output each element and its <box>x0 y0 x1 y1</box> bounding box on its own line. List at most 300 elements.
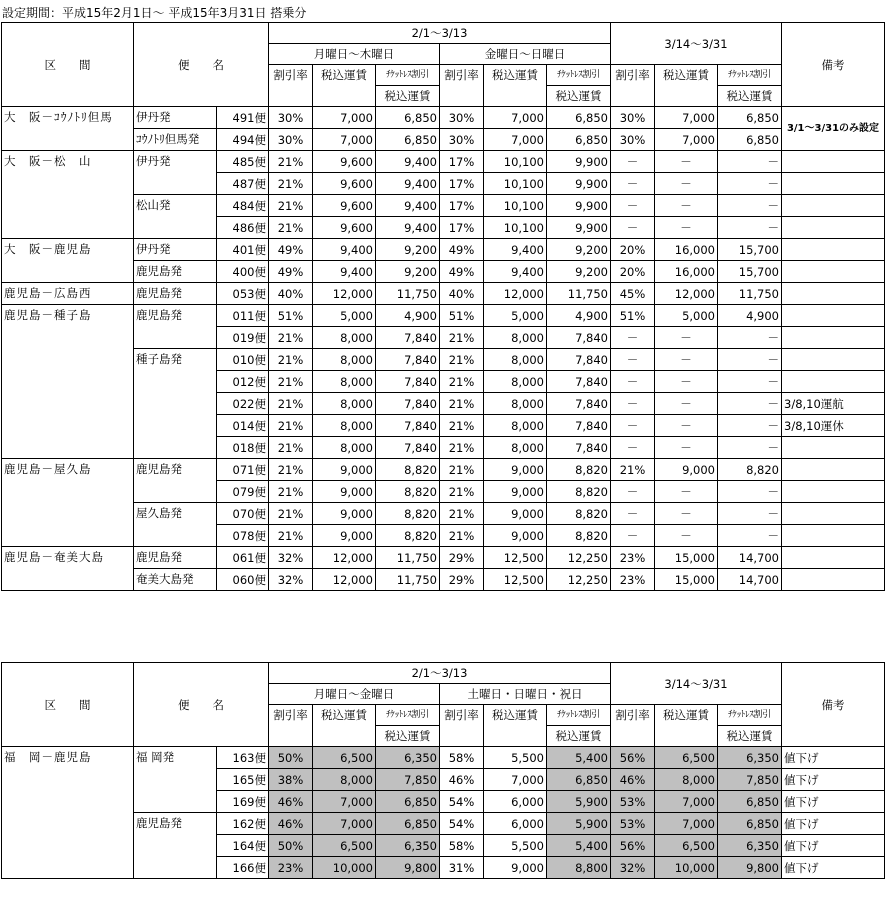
discount-rate: 23% <box>611 569 655 591</box>
header-remarks: 備考 <box>782 663 885 747</box>
discount-rate: 53% <box>611 791 655 813</box>
discount-rate: 21% <box>269 481 313 503</box>
ticketless-fare-value: 9,400 <box>376 151 440 173</box>
ticketless-fare-value: 8,820 <box>547 525 611 547</box>
remarks-cell: 値下げ <box>782 769 885 791</box>
header-ticketless-fare: 税込運賃 <box>376 86 440 107</box>
ticketless-fare-value: 15,700 <box>718 261 782 283</box>
discount-rate: 17% <box>440 173 484 195</box>
origin-cell: 屋久島発 <box>134 503 217 547</box>
fare-table-1 <box>1 22 885 591</box>
ticketless-fare-value: － <box>718 217 782 239</box>
ticketless-fare-value: 6,850 <box>376 129 440 151</box>
header-flight: 便 名 <box>134 23 269 107</box>
header-ticketless: ﾁｹｯﾄﾚｽ割引 <box>376 705 440 726</box>
discount-rate: 21% <box>440 371 484 393</box>
discount-rate: 21% <box>440 459 484 481</box>
ticketless-fare-value: 11,750 <box>376 547 440 569</box>
remarks-cell <box>782 525 885 547</box>
fare-value: 16,000 <box>655 239 718 261</box>
ticketless-fare-value: 8,800 <box>547 857 611 879</box>
remarks-cell <box>782 239 885 261</box>
ticketless-fare-value: 6,850 <box>718 813 782 835</box>
header-rate: 割引率 <box>269 705 313 747</box>
flight-number: 494便 <box>217 129 269 151</box>
fare-value: 10,100 <box>484 173 547 195</box>
ticketless-fare-value: 9,400 <box>376 173 440 195</box>
discount-rate: 20% <box>611 239 655 261</box>
header-rate: 割引率 <box>440 65 484 107</box>
fare-value: 8,000 <box>484 327 547 349</box>
fare-value: － <box>655 481 718 503</box>
fare-value: 8,000 <box>313 327 376 349</box>
fare-value: 9,000 <box>484 459 547 481</box>
ticketless-fare-value: 12,250 <box>547 547 611 569</box>
ticketless-fare-value: 6,350 <box>718 747 782 769</box>
discount-rate: 17% <box>440 217 484 239</box>
discount-rate: 21% <box>269 525 313 547</box>
discount-rate: － <box>611 327 655 349</box>
discount-rate: 58% <box>440 747 484 769</box>
ticketless-fare-value: 11,750 <box>718 283 782 305</box>
origin-cell: ｺｳﾉﾄﾘ但馬発 <box>134 129 217 151</box>
flight-number: 010便 <box>217 349 269 371</box>
fare-value: 5,000 <box>313 305 376 327</box>
fare-value: 7,000 <box>655 813 718 835</box>
ticketless-fare-value: 15,700 <box>718 239 782 261</box>
fare-value: － <box>655 371 718 393</box>
fare-value: 8,000 <box>313 415 376 437</box>
fare-value: 8,000 <box>484 349 547 371</box>
ticketless-fare-value: － <box>718 327 782 349</box>
route-cell: 鹿児島－奄美大島 <box>2 547 134 591</box>
table-row <box>2 239 885 261</box>
flight-number: 018便 <box>217 437 269 459</box>
ticketless-fare-value: 5,900 <box>547 791 611 813</box>
fare-value: 9,000 <box>484 503 547 525</box>
discount-rate: 32% <box>611 857 655 879</box>
remarks-cell <box>782 261 885 283</box>
discount-rate: 21% <box>269 217 313 239</box>
fare-value: 12,000 <box>313 569 376 591</box>
discount-rate: 58% <box>440 835 484 857</box>
header-ticketless: ﾁｹｯﾄﾚｽ割引 <box>547 65 611 86</box>
ticketless-fare-value: 4,900 <box>547 305 611 327</box>
fare-value: 7,000 <box>655 129 718 151</box>
fare-value: 6,500 <box>313 747 376 769</box>
fare-value: 8,000 <box>484 393 547 415</box>
origin-cell: 松山発 <box>134 195 217 239</box>
remarks-cell <box>782 173 885 195</box>
header-period-b: 3/14～3/31 <box>611 663 782 705</box>
remarks-cell <box>782 547 885 569</box>
flight-number: 014便 <box>217 415 269 437</box>
fare-value: － <box>655 525 718 547</box>
fare-value: 9,000 <box>655 459 718 481</box>
origin-cell: 種子島発 <box>134 349 217 459</box>
ticketless-fare-value: 6,850 <box>718 129 782 151</box>
flight-number: 400便 <box>217 261 269 283</box>
remarks-cell: 値下げ <box>782 791 885 813</box>
discount-rate: 51% <box>269 305 313 327</box>
ticketless-fare-value: 8,820 <box>376 459 440 481</box>
ticketless-fare-value: 5,400 <box>547 747 611 769</box>
fare-value: 7,000 <box>484 129 547 151</box>
route-cell: 大 阪－鹿児島 <box>2 239 134 283</box>
table-row <box>2 569 885 591</box>
route-cell: 鹿児島－広島西 <box>2 283 134 305</box>
ticketless-fare-value: 9,900 <box>547 151 611 173</box>
flight-number: 165便 <box>217 769 269 791</box>
discount-rate: 21% <box>269 437 313 459</box>
ticketless-fare-value: 7,840 <box>376 349 440 371</box>
fare-value: 9,600 <box>313 151 376 173</box>
discount-rate: 21% <box>440 393 484 415</box>
discount-rate: 30% <box>440 107 484 129</box>
ticketless-fare-value: 7,840 <box>547 327 611 349</box>
discount-rate: 46% <box>269 813 313 835</box>
discount-rate: 21% <box>269 151 313 173</box>
fare-value: 8,000 <box>313 349 376 371</box>
discount-rate: 49% <box>440 261 484 283</box>
ticketless-fare-value: 8,820 <box>547 459 611 481</box>
ticketless-fare-value: 9,800 <box>376 857 440 879</box>
ticketless-fare-value: 9,900 <box>547 173 611 195</box>
ticketless-fare-value: － <box>718 437 782 459</box>
discount-rate: 54% <box>440 791 484 813</box>
discount-rate: 40% <box>440 283 484 305</box>
flight-number: 053便 <box>217 283 269 305</box>
header-period-b: 3/14～3/31 <box>611 23 782 65</box>
discount-rate: 51% <box>611 305 655 327</box>
origin-cell: 鹿児島発 <box>134 813 217 879</box>
fare-value: － <box>655 415 718 437</box>
route-cell: 大 阪－ｺｳﾉﾄﾘ但馬 <box>2 107 134 151</box>
ticketless-fare-value: 6,850 <box>718 107 782 129</box>
fare-value: 7,000 <box>655 107 718 129</box>
discount-rate: 56% <box>611 747 655 769</box>
fare-value: 6,000 <box>484 791 547 813</box>
discount-rate: 32% <box>269 547 313 569</box>
remarks-cell <box>782 195 885 217</box>
fare-value: 12,500 <box>484 547 547 569</box>
fare-value: － <box>655 217 718 239</box>
discount-rate: 31% <box>440 857 484 879</box>
ticketless-fare-value: 8,820 <box>547 503 611 525</box>
fare-value: 9,000 <box>484 525 547 547</box>
header-period-a: 2/1～3/13 <box>269 663 611 684</box>
discount-rate: 21% <box>611 459 655 481</box>
fare-value: － <box>655 151 718 173</box>
table-row <box>2 261 885 283</box>
header-rate: 割引率 <box>440 705 484 747</box>
fare-value: 15,000 <box>655 547 718 569</box>
flight-number: 485便 <box>217 151 269 173</box>
remarks-cell <box>782 217 885 239</box>
header-days-b: 金曜日～日曜日 <box>440 44 611 65</box>
remarks-cell <box>782 503 885 525</box>
fare-value: 7,000 <box>484 107 547 129</box>
fare-value: 9,000 <box>313 459 376 481</box>
remarks-cell <box>782 327 885 349</box>
ticketless-fare-value: 9,200 <box>376 261 440 283</box>
fare-value: 10,100 <box>484 217 547 239</box>
fare-value: 8,000 <box>313 393 376 415</box>
remarks-cell: 値下げ <box>782 835 885 857</box>
discount-rate: － <box>611 349 655 371</box>
table-row <box>2 459 885 481</box>
discount-rate: 21% <box>269 415 313 437</box>
remarks-cell <box>782 459 885 481</box>
ticketless-fare-value: 5,900 <box>547 813 611 835</box>
fare-table-2 <box>1 662 885 879</box>
remarks-cell: 値下げ <box>782 747 885 769</box>
ticketless-fare-value: 9,200 <box>376 239 440 261</box>
header-ticketless-fare: 税込運賃 <box>718 726 782 747</box>
ticketless-fare-value: 7,840 <box>547 437 611 459</box>
remarks-cell <box>782 283 885 305</box>
ticketless-fare-value: － <box>718 195 782 217</box>
ticketless-fare-value: 6,350 <box>376 747 440 769</box>
discount-rate: 50% <box>269 835 313 857</box>
ticketless-fare-value: 7,840 <box>376 437 440 459</box>
fare-value: 8,000 <box>313 769 376 791</box>
discount-rate: 38% <box>269 769 313 791</box>
discount-rate: 49% <box>269 239 313 261</box>
fare-value: － <box>655 349 718 371</box>
discount-rate: 21% <box>269 459 313 481</box>
fare-value: 8,000 <box>655 769 718 791</box>
discount-rate: 21% <box>440 415 484 437</box>
fare-value: 9,600 <box>313 195 376 217</box>
discount-rate: 21% <box>269 173 313 195</box>
remarks-cell <box>782 151 885 173</box>
flight-number: 022便 <box>217 393 269 415</box>
discount-rate: － <box>611 481 655 503</box>
fare-value: 12,000 <box>313 283 376 305</box>
table-row <box>2 503 885 525</box>
discount-rate: 30% <box>269 107 313 129</box>
table-row <box>2 305 885 327</box>
fare-value: 9,400 <box>484 239 547 261</box>
header-fare: 税込運賃 <box>655 65 718 107</box>
remarks-cell <box>782 437 885 459</box>
discount-rate: 46% <box>269 791 313 813</box>
discount-rate: 21% <box>269 327 313 349</box>
flight-number: 162便 <box>217 813 269 835</box>
remarks-cell: 3/8,10運航 <box>782 393 885 415</box>
table-row <box>2 129 885 151</box>
discount-rate: 23% <box>269 857 313 879</box>
discount-rate: 46% <box>440 769 484 791</box>
fare-value: 9,600 <box>313 173 376 195</box>
remarks-cell <box>782 349 885 371</box>
flight-number: 060便 <box>217 569 269 591</box>
fare-value: 12,000 <box>655 283 718 305</box>
header-remarks: 備考 <box>782 23 885 107</box>
fare-value: 9,600 <box>313 217 376 239</box>
fare-value: 8,000 <box>484 415 547 437</box>
ticketless-fare-value: － <box>718 415 782 437</box>
ticketless-fare-value: 6,850 <box>376 791 440 813</box>
remarks-cell <box>782 569 885 591</box>
route-cell: 鹿児島－屋久島 <box>2 459 134 547</box>
fare-value: 9,400 <box>313 239 376 261</box>
discount-rate: － <box>611 217 655 239</box>
fare-value: 9,000 <box>484 857 547 879</box>
flight-number: 491便 <box>217 107 269 129</box>
setting-period: 設定期間：平成15年2月1日～ 平成15年3月31日 搭乗分 <box>2 6 307 20</box>
ticketless-fare-value: － <box>718 371 782 393</box>
fare-value: 10,000 <box>655 857 718 879</box>
remarks-cell <box>782 481 885 503</box>
ticketless-fare-value: 9,200 <box>547 261 611 283</box>
fare-value: 9,400 <box>313 261 376 283</box>
discount-rate: 21% <box>440 481 484 503</box>
discount-rate: 21% <box>269 349 313 371</box>
origin-cell: 鹿児島発 <box>134 547 217 569</box>
discount-rate: 21% <box>269 371 313 393</box>
header-ticketless: ﾁｹｯﾄﾚｽ割引 <box>718 705 782 726</box>
header-ticketless: ﾁｹｯﾄﾚｽ割引 <box>718 65 782 86</box>
fare-value: 10,000 <box>313 857 376 879</box>
table-row <box>2 151 885 173</box>
header-fare: 税込運賃 <box>313 65 376 107</box>
remarks-cell: 値下げ <box>782 857 885 879</box>
fare-value: 6,500 <box>655 747 718 769</box>
fare-value: 12,500 <box>484 569 547 591</box>
ticketless-fare-value: 9,400 <box>376 195 440 217</box>
route-cell: 大 阪－松 山 <box>2 151 134 239</box>
fare-value: 7,000 <box>313 813 376 835</box>
fare-value: 9,000 <box>313 525 376 547</box>
discount-rate: 51% <box>440 305 484 327</box>
remarks-cell <box>782 305 885 327</box>
remarks-cell: 値下げ <box>782 813 885 835</box>
fare-value: 12,000 <box>313 547 376 569</box>
origin-cell: 伊丹発 <box>134 151 217 195</box>
discount-rate: 17% <box>440 195 484 217</box>
header-rate: 割引率 <box>611 705 655 747</box>
header-section: 区 間 <box>2 23 134 107</box>
discount-rate: 21% <box>269 503 313 525</box>
header-ticketless: ﾁｹｯﾄﾚｽ割引 <box>376 65 440 86</box>
ticketless-fare-value: 9,900 <box>547 217 611 239</box>
flight-number: 019便 <box>217 327 269 349</box>
fare-value: 7,000 <box>313 129 376 151</box>
discount-rate: 20% <box>611 261 655 283</box>
remarks-cell: 3/8,10運休 <box>782 415 885 437</box>
header-fare: 税込運賃 <box>313 705 376 747</box>
discount-rate: 21% <box>440 327 484 349</box>
ticketless-fare-value: 12,250 <box>547 569 611 591</box>
ticketless-fare-value: － <box>718 481 782 503</box>
ticketless-fare-value: － <box>718 349 782 371</box>
ticketless-fare-value: 9,200 <box>547 239 611 261</box>
table-row <box>2 283 885 305</box>
ticketless-fare-value: 7,840 <box>376 393 440 415</box>
ticketless-fare-value: 7,840 <box>376 415 440 437</box>
fare-value: 8,000 <box>484 437 547 459</box>
fare-value: 10,100 <box>484 195 547 217</box>
table-row <box>2 813 885 835</box>
ticketless-fare-value: 8,820 <box>718 459 782 481</box>
flight-number: 487便 <box>217 173 269 195</box>
ticketless-fare-value: － <box>718 503 782 525</box>
discount-rate: 53% <box>611 813 655 835</box>
discount-rate: 46% <box>611 769 655 791</box>
ticketless-fare-value: 6,850 <box>547 769 611 791</box>
header-rate: 割引率 <box>269 65 313 107</box>
origin-cell: 鹿児島発 <box>134 305 217 349</box>
fare-value: 16,000 <box>655 261 718 283</box>
ticketless-fare-value: － <box>718 393 782 415</box>
discount-rate: 17% <box>440 151 484 173</box>
fare-value: 9,000 <box>313 481 376 503</box>
fare-value: 7,000 <box>313 791 376 813</box>
ticketless-fare-value: 6,350 <box>376 835 440 857</box>
flight-number: 071便 <box>217 459 269 481</box>
fare-value: 8,000 <box>313 437 376 459</box>
flight-number: 070便 <box>217 503 269 525</box>
fare-value: － <box>655 393 718 415</box>
discount-rate: － <box>611 415 655 437</box>
discount-rate: 49% <box>440 239 484 261</box>
table-row <box>2 107 885 129</box>
discount-rate: 23% <box>611 547 655 569</box>
header-period-a: 2/1～3/13 <box>269 23 611 44</box>
fare-value: － <box>655 195 718 217</box>
ticketless-fare-value: 6,350 <box>718 835 782 857</box>
discount-rate: 32% <box>269 569 313 591</box>
header-days-a: 月曜日～木曜日 <box>269 44 440 65</box>
ticketless-fare-value: 4,900 <box>718 305 782 327</box>
flight-number: 166便 <box>217 857 269 879</box>
discount-rate: 45% <box>611 283 655 305</box>
fare-value: 5,500 <box>484 835 547 857</box>
discount-rate: 21% <box>440 525 484 547</box>
fare-value: 7,000 <box>655 791 718 813</box>
discount-rate: 30% <box>611 129 655 151</box>
ticketless-fare-value: － <box>718 151 782 173</box>
ticketless-fare-value: 7,840 <box>547 349 611 371</box>
header-ticketless-fare: 税込運賃 <box>718 86 782 107</box>
header-fare: 税込運賃 <box>655 705 718 747</box>
ticketless-fare-value: 7,850 <box>718 769 782 791</box>
header-flight: 便 名 <box>134 663 269 747</box>
ticketless-fare-value: 9,900 <box>547 195 611 217</box>
discount-rate: 29% <box>440 569 484 591</box>
discount-rate: － <box>611 371 655 393</box>
ticketless-fare-value: 6,850 <box>376 813 440 835</box>
origin-cell: 鹿児島発 <box>134 261 217 283</box>
fare-value: － <box>655 173 718 195</box>
fare-value: 9,000 <box>313 503 376 525</box>
fare-value: 5,000 <box>655 305 718 327</box>
ticketless-fare-value: － <box>718 173 782 195</box>
discount-rate: 21% <box>269 393 313 415</box>
ticketless-fare-value: 8,820 <box>376 525 440 547</box>
ticketless-fare-value: 6,850 <box>718 791 782 813</box>
header-ticketless-fare: 税込運賃 <box>376 726 440 747</box>
header-section: 区 間 <box>2 663 134 747</box>
ticketless-fare-value: 7,850 <box>376 769 440 791</box>
discount-rate: 29% <box>440 547 484 569</box>
origin-cell: 伊丹発 <box>134 239 217 261</box>
fare-value: － <box>655 503 718 525</box>
flight-number: 061便 <box>217 547 269 569</box>
ticketless-fare-value: 8,820 <box>376 481 440 503</box>
